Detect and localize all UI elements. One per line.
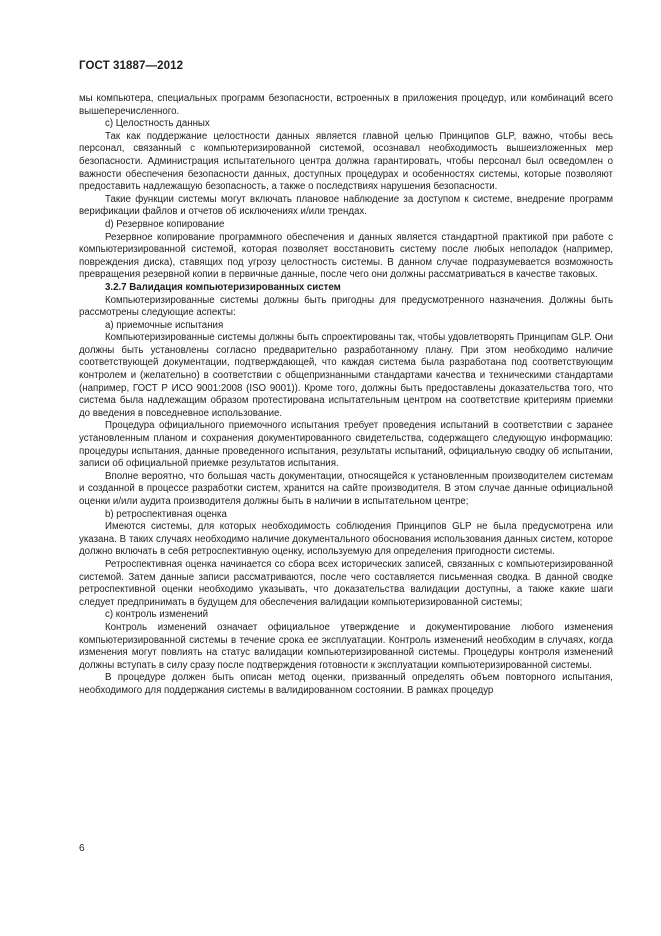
list-item-data-integrity: c) Целостность данных [105, 118, 210, 130]
paragraph: Имеются системы, для которых необходимость соблюдения Принципов GLP не была предусмотрена или указана. В таких случаях необходимо наличие документального обоснования использования данных систем, которое должно включать в себя ретроспективную оценку, используемую для определения пригодности системы. [79, 521, 613, 558]
document-code-header: ГОСТ 31887—2012 [79, 60, 184, 72]
paragraph: Компьютеризированные системы должны быть спроектированы так, чтобы удовлетворять Принципам GLP. Они должны быть установлены согласно предварительно разработанному плану. При этом необходимо наличие соответствующей документации, подтверждающей, что каждая система была разработана под соответствующим контролем и (желательно) в соответствии с общепризнанными стандартами качества и техническими стандартами (например, ГОСТ Р ИСО 9001:2008 (ISO 9001)). Кроме того, должны быть предоставлены доказательства того, что система была надлежащим образом протестирована испытательным центром на соответствие критериям приемки до введения в повседневное использование. [79, 332, 613, 419]
section-heading: 3.2.7 Валидация компьютеризированных систем [105, 281, 341, 293]
paragraph: Такие функции системы могут включать плановое наблюдение за доступом к системе, внедрение программ верификации файлов и отчетов об исключениях и/или трендах. [79, 193, 613, 218]
paragraph: Вполне вероятно, что большая часть документации, относящейся к установленным производителем системам и созданной в процессе разработки систем, хранится на сайте производителя. В этом случае данные официальной оценки и/или аудита производителя должны быть в наличии в испытательном центре; [79, 470, 613, 507]
paragraph-continuation: мы компьютера, специальных программ безопасности, встроенных в приложения процедур, или комбинаций всего вышеперечисленного. [79, 93, 613, 117]
list-item-change-control: c) контроль изменений [105, 609, 209, 621]
document-body [79, 93, 613, 698]
paragraph: Так как поддержание целостности данных является главной целью Принципов GLP, важно, чтобы весь персонал, связанный с компьютеризированной системой, осознавал необходимость вышеизложенных мер безопасности. Администрация испытательного центра должна гарантировать, чтобы персонал был осведомлен о важности обеспечения безопасности данных, доступных процедурах и особенностях системы, которые позволяют предоставить надлежащую безопасность, а также о последствиях нарушения безопасности. [79, 130, 613, 193]
paragraph: Резервное копирование программного обеспечения и данных является стандартной практикой при работе с компьютеризированной системой, которая позволяет восстановить систему после любых неполадок (например, повреждения диска), ставящих под угрозу целостность системы. В данном случае подразумевается возможность превращения резервной копии в первичные данные, после чего они должны рассматриваться в качестве таковых. [79, 231, 613, 281]
paragraph: Ретроспективная оценка начинается со сбора всех исторических записей, связанных с компьютеризированной системой. Затем данные записи рассматриваются, после чего составляется письменная сводка. В данной сводке ретроспективной оценки необходимо указывать, что доказательства валидации доступны, а также какие шаги следует предпринимать в будущем для обеспечения валидации компьютеризированной системы; [79, 558, 613, 608]
list-item-retrospective-evaluation: b) ретроспективная оценка [105, 508, 227, 520]
page-number: 6 [79, 843, 85, 854]
paragraph: В процедуре должен быть описан метод оценки, призванный определять объем повторного испытания, необходимого для поддержания системы в валидированном состоянии. В рамках процедур [79, 672, 613, 696]
paragraph: Процедура официального приемочного испытания требует проведения испытаний в соответствии с заранее установленным планом и сохранения документированного свидетельства, содержащего следующую информацию: процедуры испытания, данные проведенного испытания, результаты испытаний, официальную сводку об испытании, записи об официальной приемке результатов испытания. [79, 420, 613, 470]
paragraph: Контроль изменений означает официальное утверждение и документирование любого изменения компьютеризированной системы в течение срока ее эксплуатации. Контроль изменений необходим в случаях, когда изменения могут повлиять на статус валидации компьютеризированной системы. Процедуры контроля изменений должны вступать в силу сразу после подтверждения готовности к эксплуатации компьютеризированной системы. [79, 621, 613, 671]
list-item-acceptance-testing: a) приемочные испытания [105, 319, 224, 331]
paragraph: Компьютеризированные системы должны быть пригодны для предусмотренного назначения. Должны быть рассмотрены следующие аспекты: [79, 294, 613, 319]
list-item-backup: d) Резервное копирование [105, 218, 225, 230]
